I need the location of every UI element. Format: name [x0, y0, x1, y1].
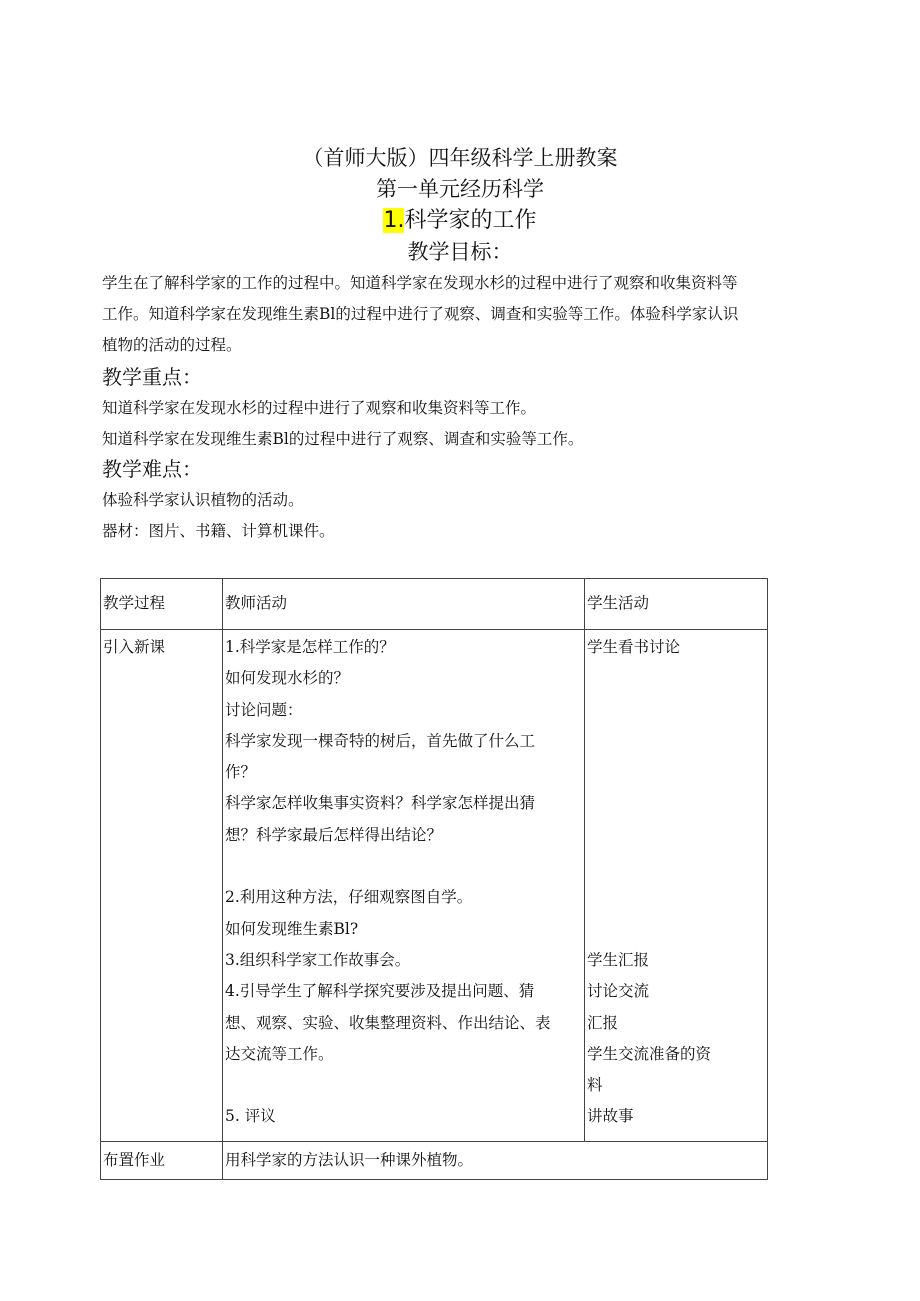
teacher-line: 2.利用这种方法，仔细观察图自学。 — [225, 888, 473, 907]
stage-cell: 布置作业 — [101, 1141, 223, 1179]
student-line — [587, 820, 767, 851]
materials-line: 器材：图片、书籍、计算机课件。 — [102, 522, 335, 540]
student-line — [587, 757, 767, 788]
student-line: 汇报 — [587, 1013, 619, 1032]
student-line: 讨论交流 — [587, 982, 650, 1001]
lesson-number: 1. — [383, 208, 405, 233]
teacher-line: 科学家发现一棵奇特的树后，首先做了什么工 — [225, 731, 536, 750]
lesson-table — [100, 578, 768, 1180]
header-teacher: 教师活动 — [223, 579, 585, 630]
student-line: 学生看书讨论 — [587, 638, 681, 656]
goals-paragraph — [102, 268, 802, 361]
header-student: 学生活动 — [585, 579, 768, 630]
goals-line: 植物的活动的过程。 — [102, 336, 242, 354]
table-row — [101, 630, 768, 1142]
goals-line: 工作。知道科学家在发现维生素Bl的过程中进行了观察、调查和实验等工作。体验科学家认识 — [102, 305, 739, 323]
student-line — [587, 695, 767, 726]
teacher-line: 3.组织科学家工作故事会。 — [225, 950, 411, 969]
stage-cell: 引入新课 — [101, 630, 223, 1142]
teacher-line: 如何发现维生素Bl? — [225, 919, 359, 938]
doc-title: （首师大版）四年级科学上册教案 — [302, 146, 618, 170]
teacher-line: 1.科学家是怎样工作的？ — [225, 638, 395, 656]
goals-line: 学生在了解科学家的工作的过程中。知道科学家在发现水杉的过程中进行了观察和收集资料等 — [102, 274, 738, 292]
teacher-line: 讨论问题： — [225, 700, 303, 719]
teacher-line: 作？ — [225, 763, 257, 782]
difficulty-heading: 教学难点： — [102, 457, 202, 481]
student-line — [587, 882, 767, 913]
teacher-line: 科学家怎样收集事实资料？科学家怎样提出猜 — [225, 794, 536, 813]
homework-cell: 用科学家的方法认识一种课外植物。 — [223, 1141, 768, 1179]
student-line — [587, 726, 767, 757]
table-header-row — [101, 579, 768, 630]
teacher-line: 达交流等工作。 — [225, 1044, 334, 1063]
student-activity-cell — [585, 630, 768, 1142]
goals-heading: 教学目标： — [407, 240, 513, 264]
teacher-line: 想、观察、实验、收集整理资料、作出结论、表 — [225, 1013, 551, 1032]
student-line: 料 — [587, 1076, 603, 1095]
key-line: 知道科学家在发现水杉的过程中进行了观察和收集资料等工作。 — [102, 399, 537, 417]
lesson-title — [0, 206, 920, 236]
student-line: 学生汇报 — [587, 950, 650, 969]
teacher-line: 5. 评议 — [225, 1107, 276, 1126]
key-heading: 教学重点： — [102, 365, 202, 389]
key-points — [102, 393, 802, 455]
teacher-line — [225, 851, 584, 882]
teacher-line: 如何发现水杉的？ — [225, 669, 350, 688]
teacher-line: 4.引导学生了解科学探究要涉及提出问题、猜 — [225, 982, 535, 1001]
lesson-name: 科学家的工作 — [404, 208, 537, 233]
header-stage: 教学过程 — [101, 579, 223, 630]
student-line: 讲故事 — [587, 1107, 634, 1126]
student-line — [587, 663, 767, 694]
teacher-activity-cell — [223, 630, 585, 1142]
student-line: 学生交流准备的资 — [587, 1044, 712, 1063]
difficulty-points — [102, 485, 802, 547]
table-row — [101, 1141, 768, 1179]
student-line — [587, 788, 767, 819]
key-line: 知道科学家在发现维生素Bl的过程中进行了观察、调查和实验等工作。 — [102, 430, 584, 448]
teacher-line — [225, 1070, 584, 1101]
student-line — [587, 851, 767, 882]
teacher-line: 想？科学家最后怎样得出结论？ — [225, 825, 443, 844]
student-line — [587, 914, 767, 945]
difficulty-line: 体验科学家认识植物的活动。 — [102, 491, 304, 509]
unit-title: 第一单元经历科学 — [376, 177, 544, 201]
